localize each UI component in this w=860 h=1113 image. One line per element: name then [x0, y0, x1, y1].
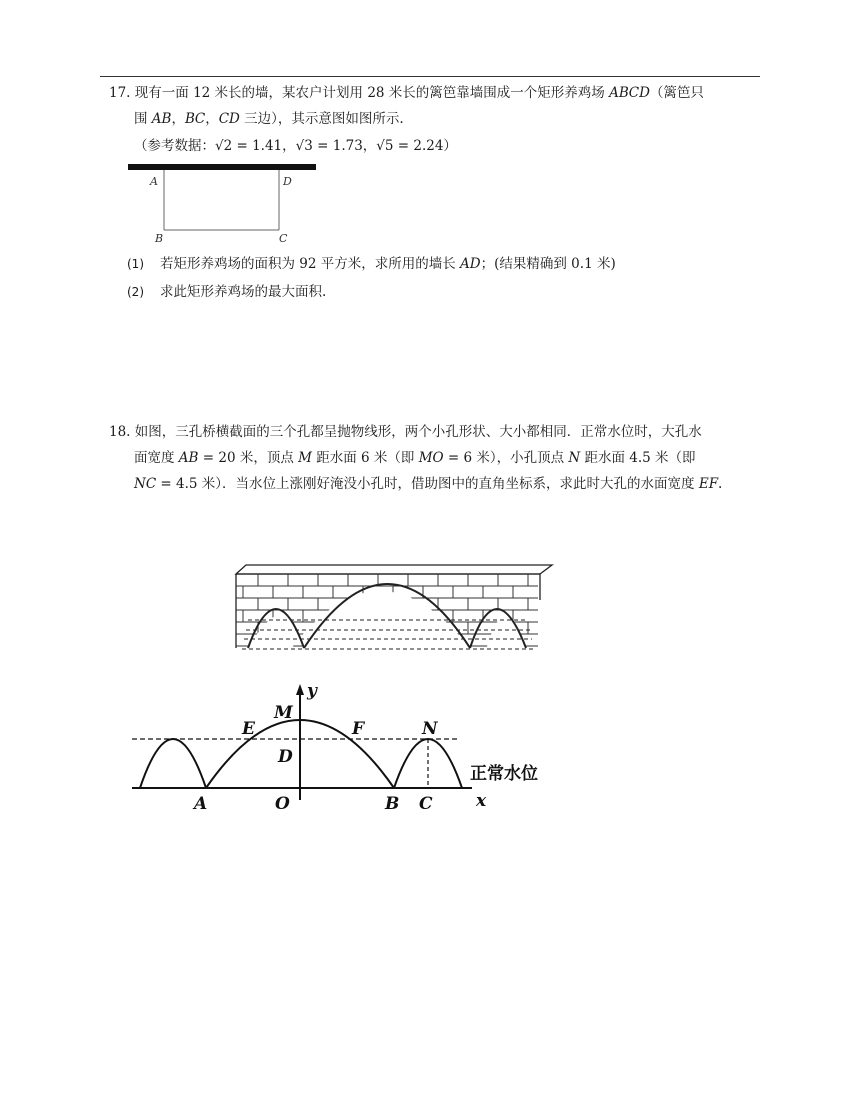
label-c: C	[419, 794, 433, 814]
bridge-coordinate-diagram	[126, 678, 566, 818]
label-f: F	[352, 719, 365, 739]
q18-line1	[109, 422, 702, 442]
q17-sub1-text: 若矩形养鸡场的面积为 92 平方米，求所用的墙长 𝐴𝐷；(结果精确到 0.1 米)	[160, 256, 616, 272]
label-c: C	[279, 232, 288, 245]
label-a: A	[150, 175, 158, 188]
q17-sub2-text: 求此矩形养鸡场的最大面积.	[160, 284, 327, 300]
q17-number: 17.	[109, 85, 131, 101]
label-e: E	[242, 719, 255, 739]
q17-sub1-number: (1)	[127, 257, 144, 271]
left-small-arch	[140, 739, 206, 788]
q18-line3: 𝑁𝐶 = 4.5 米）．当水位上涨刚好淹没小孔时，借助图中的直角坐标系，求此时大孔的水面宽度 𝐸𝐹.	[134, 476, 723, 492]
q18-number: 18.	[109, 424, 131, 440]
q18-text-1: 如图，三孔桥横截面的三个孔都呈抛物线形，两个小孔形状、大小都相同．正常水位时，大孔水	[134, 424, 702, 440]
q17-text-1: 现有一面 12 米长的墙，某农户计划用 28 米长的篱笆靠墙围成一个矩形养鸡场 𝐴𝐵𝐶𝐷（篱笆只	[134, 85, 704, 101]
label-n: N	[422, 719, 438, 739]
label-b: B	[155, 232, 164, 245]
q17-reference-data: （参考数据：√2 = 1.41，√3 = 1.73，√5 = 2.24）	[134, 138, 457, 154]
q17-rectangle-figure	[126, 161, 318, 247]
bridge-illustration	[228, 560, 558, 656]
label-d: D	[283, 175, 292, 188]
label-b: B	[385, 794, 400, 814]
label-o: O	[275, 794, 290, 814]
q17-sub2-number: (2)	[127, 285, 144, 299]
wall	[128, 164, 316, 170]
label-a: A	[194, 794, 208, 814]
top-rule	[100, 76, 760, 77]
label-x: x	[476, 791, 487, 811]
q17-line1	[109, 83, 704, 103]
q17-line2: 围 𝐴𝐵，𝐵𝐶，𝐶𝐷 三边），其示意图如图所示.	[134, 111, 404, 127]
q18-line2: 面宽度 𝐴𝐵 = 20 米，顶点 𝑀 距水面 6 米（即 𝑀𝑂 = 6 米），小孔顶点 𝑁 距水面 4.5 米（即	[134, 450, 696, 466]
label-d: D	[278, 747, 293, 767]
label-m: M	[274, 703, 293, 723]
y-axis-arrow-icon	[296, 684, 304, 695]
label-y: y	[307, 681, 317, 701]
water-level-label: 正常水位	[470, 764, 538, 784]
